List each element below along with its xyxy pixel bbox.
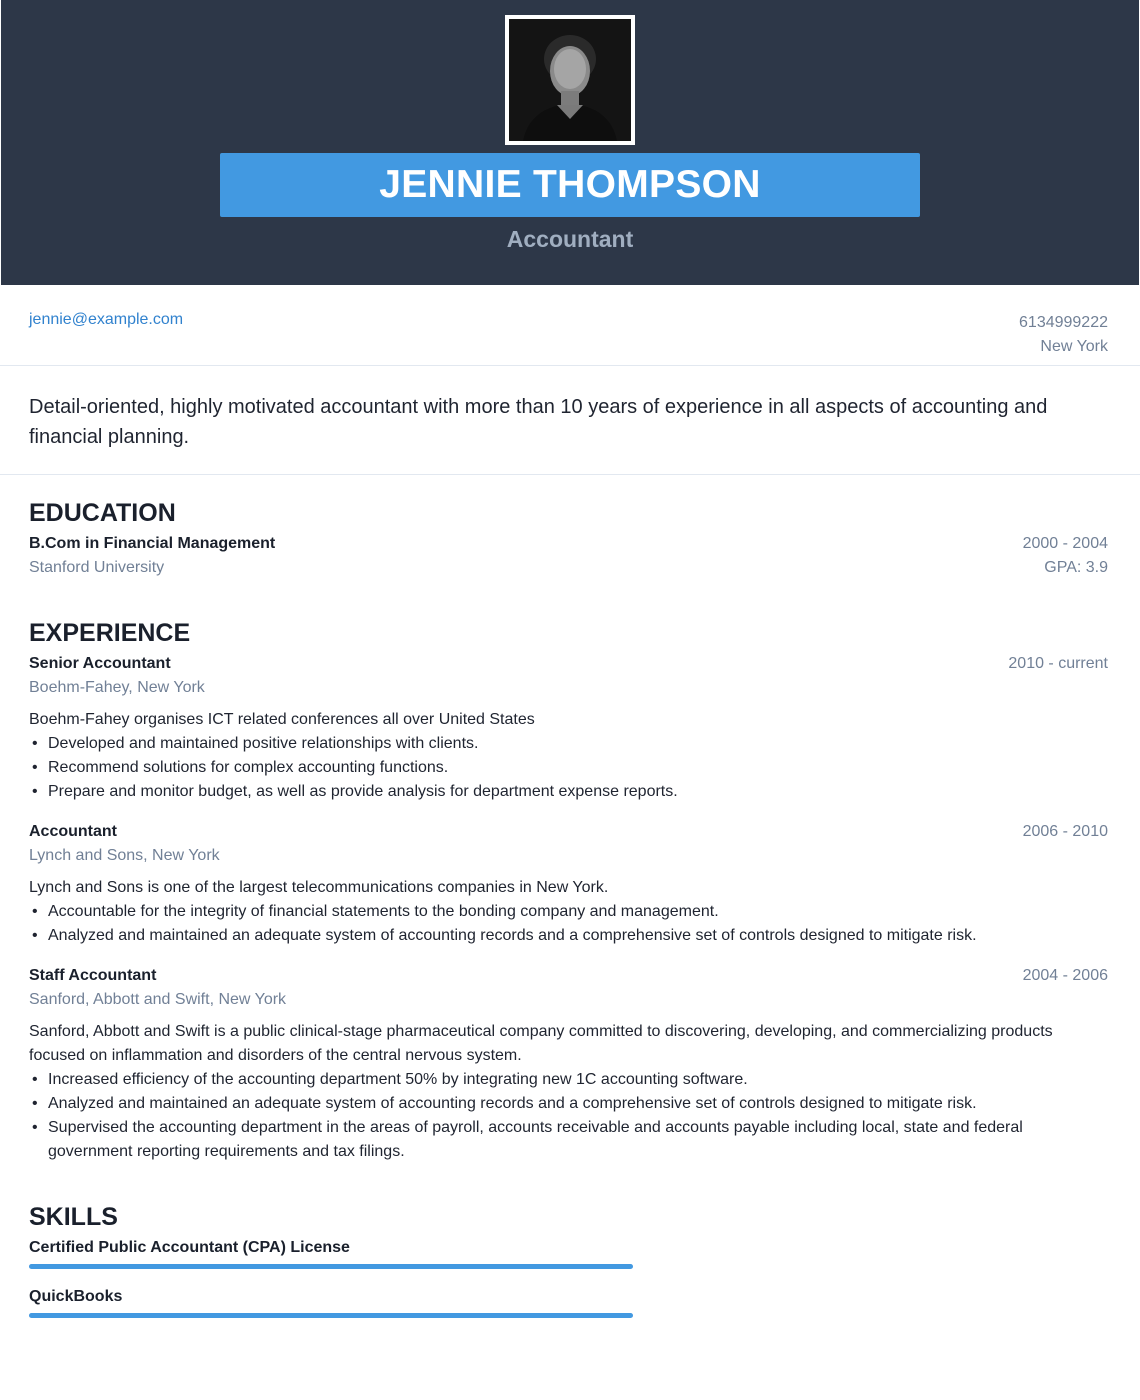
- education-item: [29, 532, 1108, 580]
- phone-number: 6134999222: [1019, 314, 1108, 331]
- job-bullets: [29, 900, 1108, 948]
- company: Boehm-Fahey, New York: [29, 679, 205, 696]
- position: Accountant: [29, 823, 117, 840]
- skill-name: Certified Public Accountant (CPA) License: [29, 1239, 350, 1256]
- bullet-item: • Accountable for the integrity of financial statements to the bonding company and management.: [29, 900, 1108, 924]
- bullet-item: • Developed and maintained positive relationships with clients.: [29, 732, 1108, 756]
- skills-heading: SKILLS: [29, 1203, 118, 1231]
- skill-bar-fill: [29, 1313, 633, 1318]
- skill-item: [29, 1236, 633, 1269]
- education-dates: 2000 - 2004: [1022, 535, 1108, 552]
- contact-bar: [0, 285, 1140, 366]
- resume-header: [1, 0, 1139, 285]
- profile-photo-image: [509, 19, 631, 141]
- job-bullets: [29, 732, 1108, 804]
- school: Stanford University: [29, 559, 165, 576]
- company: Sanford, Abbott and Swift, New York: [29, 991, 287, 1008]
- company: Lynch and Sons, New York: [29, 847, 220, 864]
- bullet-item: • Analyzed and maintained an adequate system of accounting records and a comprehensive set of controls designed to mitigate risk.: [29, 1092, 1108, 1116]
- bullet-item: • Prepare and monitor budget, as well as provide analysis for department expense reports.: [29, 780, 1108, 804]
- name-banner: [220, 153, 920, 217]
- bullet-item: • Increased efficiency of the accounting department 50% by integrating new 1C accounting software.: [29, 1068, 1108, 1092]
- experience-item: [29, 964, 1108, 1164]
- job-bullets: [29, 1068, 1108, 1164]
- email-link[interactable]: jennie@example.com: [29, 311, 184, 328]
- position: Staff Accountant: [29, 967, 157, 984]
- skill-name: QuickBooks: [29, 1288, 123, 1305]
- summary: Detail-oriented, highly motivated accountant with more than 10 years of experience in all aspects of accounting and financial planning.: [0, 366, 1140, 475]
- job-description: Boehm-Fahey organises ICT related conferences all over United States: [29, 711, 535, 728]
- skill-item: [29, 1285, 633, 1318]
- skill-bar: [29, 1264, 633, 1269]
- degree: B.Com in Financial Management: [29, 535, 276, 552]
- bullet-item: • Supervised the accounting department in the areas of payroll, accounts receivable and accounts payable including local, state and federal government reporting requirements and tax filings.: [29, 1116, 1108, 1164]
- experience-section: [29, 618, 1108, 1164]
- skill-bar: [29, 1313, 633, 1318]
- education-heading: EDUCATION: [29, 499, 176, 527]
- gpa: GPA: 3.9: [1044, 559, 1108, 576]
- position: Senior Accountant: [29, 655, 171, 672]
- experience-item: [29, 652, 1108, 804]
- job-dates: 2004 - 2006: [1022, 967, 1108, 984]
- job-description: Lynch and Sons is one of the largest telecommunications companies in New York.: [29, 879, 609, 896]
- skills-section: [29, 1202, 1108, 1318]
- contact-details: [1019, 311, 1108, 359]
- bullet-item: • Recommend solutions for complex accounting functions.: [29, 756, 1108, 780]
- profile-photo: [505, 15, 635, 145]
- job-description: Sanford, Abbott and Swift is a public clinical-stage pharmaceutical company committed to discovering, developing, and commercializing products focused on inflammation and disorders of the central nervous system.: [29, 1023, 1053, 1064]
- skill-bar-fill: [29, 1264, 633, 1269]
- location: New York: [1040, 338, 1108, 355]
- job-title: Accountant: [506, 226, 634, 252]
- full-name: JENNIE THOMPSON: [379, 163, 761, 206]
- education-section: [29, 498, 1108, 580]
- resume-body: [29, 498, 1108, 1334]
- experience-heading: EXPERIENCE: [29, 619, 191, 647]
- bullet-item: • Analyzed and maintained an adequate system of accounting records and a comprehensive set of controls designed to mitigate risk.: [29, 924, 1108, 948]
- experience-item: [29, 820, 1108, 948]
- job-dates: 2010 - current: [1008, 655, 1108, 672]
- job-dates: 2006 - 2010: [1022, 823, 1108, 840]
